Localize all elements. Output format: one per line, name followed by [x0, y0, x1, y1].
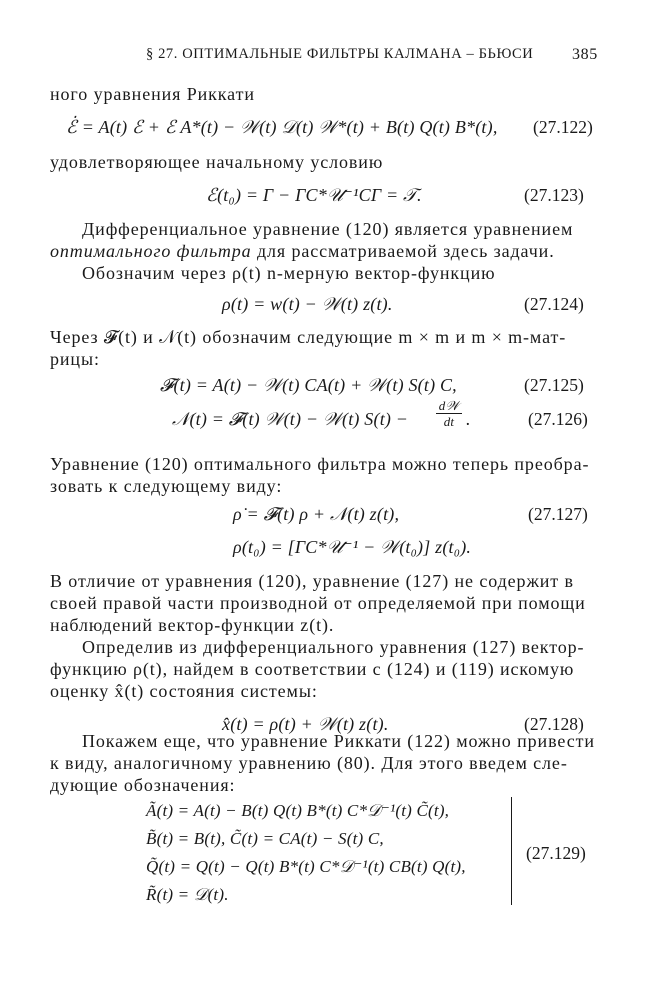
- text-line: Дифференциальное уравнение (120) является уравнением: [82, 219, 574, 239]
- equation-27-127b: ρ(t₀) = [ΓC*𝒰⁻¹ − 𝒲(t₀)] z(t₀).: [233, 537, 472, 557]
- equation-27-122: ℰ̇ = A(t) ℰ + ℰ A*(t) − 𝒲(t) 𝒟(t) 𝒲*(t) + B(t) Q(t) B*(t),: [66, 117, 498, 137]
- equation-number: (27.123): [524, 185, 584, 205]
- text-line: Определив из дифференциального уравнения (127) вектор-: [82, 637, 585, 657]
- text-line: ного уравнения Риккати: [50, 84, 255, 104]
- text-line: Покажем еще, что уравнение Риккати (122) можно привести: [82, 731, 595, 751]
- text-line: оценку x̂(t) состояния системы:: [50, 681, 318, 701]
- equation-27-125: 𝓕(t) = A(t) − 𝒲(t) CA(t) + 𝒲(t) S(t) C,: [160, 375, 457, 395]
- text-line: Обозначим через ρ(t) n-мерную вектор-функцию: [82, 263, 496, 283]
- running-title: § 27. ОПТИМАЛЬНЫЕ ФИЛЬТРЫ КАЛМАНА – БЬЮСИ: [146, 46, 534, 62]
- text-line: рицы:: [50, 349, 100, 369]
- equation-number: (27.129): [526, 843, 586, 863]
- right-brace: [497, 797, 512, 905]
- equation-27-128: x̂(t) = ρ(t) + 𝒲(t) z(t).: [222, 714, 389, 734]
- fraction-dW-dt: [436, 398, 462, 429]
- equation-27-127a: ρ̇ = 𝓕(t) ρ + 𝒩(t) z(t),: [233, 504, 400, 524]
- text-fragment: для рассматриваемой здесь задачи.: [251, 241, 555, 261]
- fraction-denominator: dt: [443, 414, 455, 429]
- page-number: 385: [572, 46, 598, 63]
- equation-number: (27.128): [524, 714, 584, 734]
- text-line: дующие обозначения:: [50, 775, 236, 795]
- text-line: В отличие от уравнения (120), уравнение (127) не содержит в: [50, 571, 574, 591]
- equation-number: (27.124): [524, 294, 584, 314]
- equation-27-129c: Q̃(t) = Q(t) − Q(t) B*(t) C*𝒟⁻¹(t) CB(t) Q(t),: [146, 857, 466, 876]
- equation-27-129a: Ã(t) = A(t) − B(t) Q(t) B*(t) C*𝒟⁻¹(t) C̃(t),: [146, 801, 450, 820]
- text-line: функцию ρ(t), найдем в соответствии с (124) и (119) искомую: [50, 659, 575, 679]
- text-line: наблюдений вектор-функции z(t).: [50, 615, 335, 635]
- text-line: к виду, аналогичному уравнению (80). Для этого введем сле-: [50, 753, 568, 773]
- equation-number: (27.127): [528, 504, 588, 524]
- text-line: [50, 241, 555, 262]
- equation-27-129d: R̃(t) = 𝒟(t).: [146, 885, 229, 904]
- italic-term: оптимального фильтра: [50, 241, 252, 261]
- text-line: удовлетворяющее начальному условию: [50, 152, 384, 172]
- equation-period: .: [466, 409, 471, 429]
- equation-27-123: ℰ(t₀) = Γ − ΓC*𝒰⁻¹CΓ = 𝒯.: [206, 185, 422, 205]
- text-line: своей правой части производной от определяемой при помощи: [50, 593, 586, 613]
- text-line: Через 𝓕(t) и 𝒩(t) обозначим следующие m × m и m × m-мат-: [50, 327, 567, 347]
- text-line: зовать к следующему виду:: [50, 476, 283, 496]
- equation-number: (27.125): [524, 375, 584, 395]
- text-line: Уравнение (120) оптимального фильтра можно теперь преобра-: [50, 454, 590, 474]
- equation-27-126: 𝒩(t) = 𝓕(t) 𝒲(t) − 𝒲(t) S(t) −: [172, 409, 409, 429]
- equation-number: (27.122): [533, 117, 593, 137]
- equation-27-129b: B̃(t) = B(t), C̃(t) = CA(t) − S(t) C,: [146, 829, 384, 848]
- equation-number: (27.126): [528, 409, 588, 429]
- fraction-numerator: d𝒲: [436, 398, 462, 414]
- equation-27-124: ρ(t) = w(t) − 𝒲(t) z(t).: [222, 294, 393, 314]
